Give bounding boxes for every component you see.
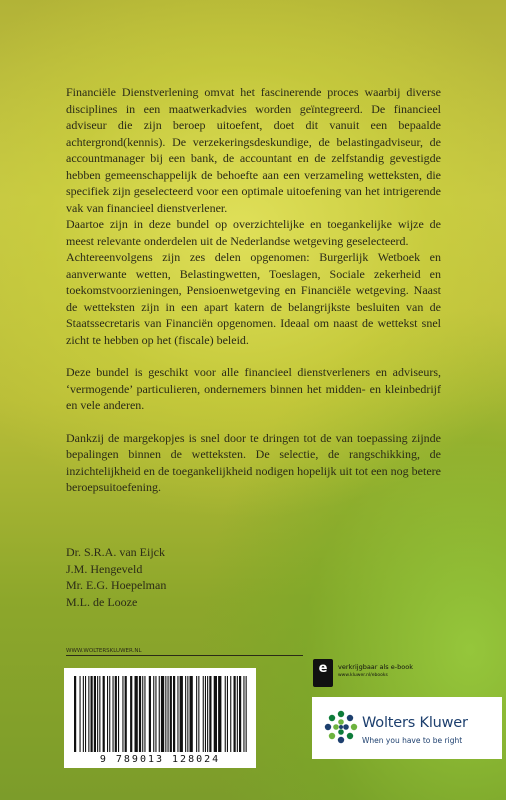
blurb-paragraph-margins: Dankzij de margekopjes is snel door te dringen tot de van toepassing zijnde bepalingen binnen de wetteksten. De selectie, de rangschikking, de inzichtelijkheid en de toegankelijkheid nodigen hopelijk uit tot een nog betere beroepsuitoefening. [66,430,441,494]
barcode-bar [243,676,244,752]
barcode-bar [107,676,108,752]
barcode-bar [187,676,188,752]
author-name: Mr. E.G. Hoepelman [66,578,167,592]
wolters-kluwer-logo-icon [324,710,358,744]
barcode-bar [239,676,241,752]
blurb-paragraph-selection: Daartoe zijn in deze bundel op overzichtelijke en toegankelijke wijze de meest relevante onderdelen uit de Nederlandse wetgeving geselecteerd. [66,217,441,248]
barcode-bar [103,676,105,752]
publisher-logo-box [312,697,502,759]
author-name: M.L. de Looze [66,594,138,609]
barcode-bar [91,676,93,752]
ebook-notice [313,659,453,687]
barcode-number: 9 789013 128024 [99,754,221,765]
barcode-bar [168,676,169,752]
barcode-bar [85,676,86,752]
barcode-bar [170,676,172,752]
barcode-bar [203,676,204,752]
barcode-bar [185,676,186,752]
barcode-bar [88,676,89,752]
barcode-bar [122,676,123,752]
barcode-bar [207,676,208,752]
barcode-bar [113,676,114,752]
blurb-paragraph-audience: Deze bundel is geschikt voor alle financieel dienstverleners en adviseurs, ‘vermogende’ particulieren, ondernemers binnen het midden- en kleinbedrijf en vele anderen. [66,365,441,412]
barcode-bar [180,676,183,752]
ebook-icon [313,659,333,687]
barcode-bar [130,676,132,752]
barcode-bar [205,676,206,752]
barcode-bar [74,676,76,752]
barcode-bar [225,676,226,752]
barcode-bar [109,676,110,752]
barcode-bar [173,676,175,752]
barcode-bar [94,676,96,752]
barcode-bar [142,676,143,752]
barcode-bar [80,676,81,752]
barcode-bar [246,676,247,752]
barcode-bar [115,676,117,752]
barcode-bars [64,668,256,768]
barcode-bar [190,676,193,752]
publisher-website: WWW.WOLTERSKLUWER.NL [66,648,303,656]
author-name: J.M. Hengeveld [66,561,143,576]
barcode-bar [159,676,160,752]
barcode-bar [177,676,178,752]
blurb-text [66,84,441,496]
barcode-bar [97,676,98,752]
blurb-paragraph-contents: Achtereenvolgens zijn zes delen opgenomen: Burgerlijk Wetboek en aanverwante wetten, Belastingwetten, Toeslagen, Sociale zekerheid en toekomstvoorzieningen, Pensioenwetgeving en Financiële wetgeving. Naast de wetteksten zijn in een apart katern de belangrijkste besluiten van de Staatssecretaris van Financiën opgenomen. Ideaal om naast de wettekst snel zicht te hebben op het (fiscale) beleid. [66,250,441,347]
isbn-barcode [64,668,256,768]
barcode-bar [198,676,199,752]
barcode-bar [237,676,238,752]
barcode-bar [153,676,154,752]
barcode-bar [165,676,166,752]
barcode-bar [161,676,164,752]
barcode-bar [139,676,141,752]
publisher-name: Wolters Kluwer [362,715,468,731]
barcode-bar [83,676,84,752]
barcode-bar [144,676,145,752]
barcode-bar [209,676,211,752]
barcode-bar [125,676,127,752]
barcode-bar [230,676,231,752]
barcode-bar [196,676,197,752]
ebook-title: verkrijgbaar als e-book [338,663,413,671]
author-name: Dr. S.R.A. van Eijck [66,545,165,559]
ebook-url: www.kluwer.nl/ebooks [338,673,388,678]
ebook-icon-letter: e [318,661,328,676]
barcode-bar [118,676,119,752]
barcode-bar [234,676,236,752]
barcode-bar [149,676,151,752]
barcode-bar [99,676,100,752]
publisher-tagline: When you have to be right [362,736,463,745]
barcode-bar [155,676,156,752]
barcode-bar [218,676,221,752]
barcode-bar [214,676,217,752]
barcode-bar [135,676,138,752]
blurb-paragraph-intro: Financiële Dienstverlening omvat het fascinerende proces waarbij diverse disciplines in een maatwerkadvies worden geïntegreerd. De financieel adviseur die zijn beroep uitoefent, doet dit vanuit een bepaalde achtergrond(kennis). De verzekeringsdeskundige, de belastingadviseur, de accountmanager bij een bank, de accountant en de zelfstandig gevestigde hebben gemeenschappelijk de behoefte aan een verzameling wetteksten, die specifiek zijn geselecteerd voor een optimale uitoefening van het intrigerende vak van financieel dienstverlener. [66,85,441,215]
barcode-bar [227,676,228,752]
author-list [66,544,166,610]
